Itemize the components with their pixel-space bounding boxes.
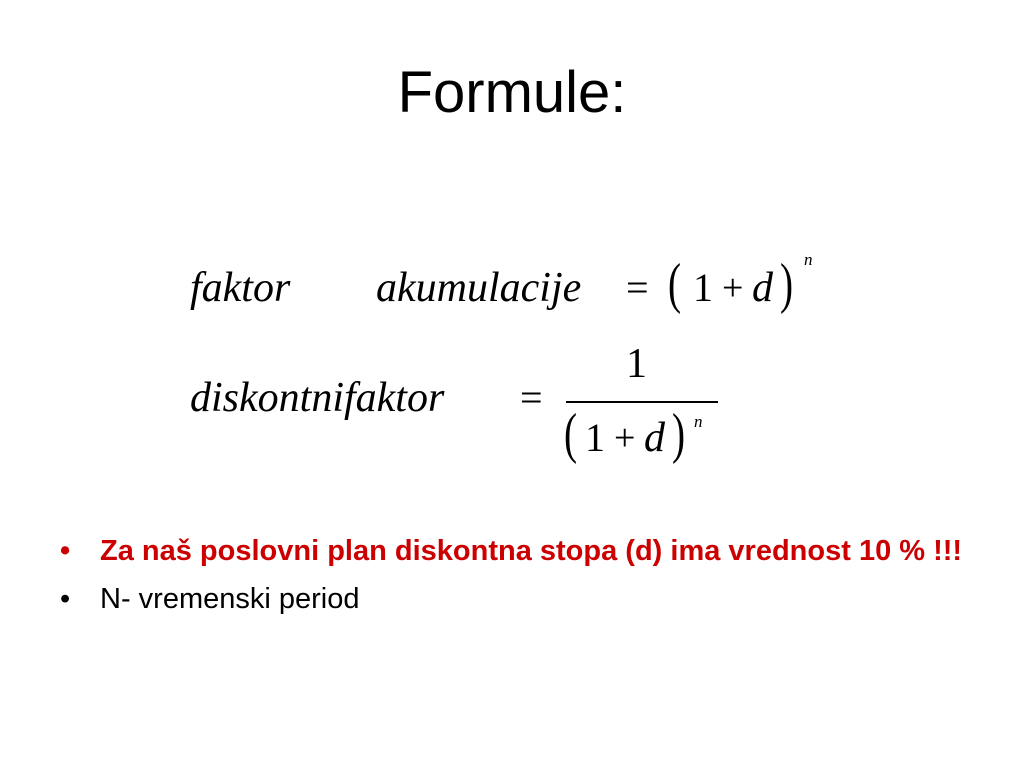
formula-word-faktor: faktor — [190, 265, 291, 311]
plus-sign: + — [614, 417, 636, 459]
fraction-bar — [566, 401, 718, 403]
formula-word-akumulacije: akumulacije — [376, 265, 582, 311]
bullet-item-time-period — [60, 581, 980, 617]
equals-sign: = — [520, 375, 543, 420]
bullet-marker: • — [60, 535, 71, 567]
bullet-marker: • — [60, 583, 71, 615]
close-parenthesis: ) — [672, 403, 686, 465]
exponent-n: n — [804, 250, 813, 269]
bullet-text: Za naš poslovni plan diskontna stopa (d) ima vrednost 10 % !!! — [100, 535, 963, 567]
bullet-list — [60, 533, 980, 629]
close-parenthesis: ) — [780, 253, 794, 315]
bullet-item-discount-rate — [60, 533, 980, 569]
discount-rate-symbol: d — [752, 265, 773, 311]
fraction-numerator: 1 — [626, 341, 647, 387]
open-parenthesis: ( — [668, 253, 682, 315]
formula-word-diskontnifaktor: diskontnifaktor — [190, 375, 445, 421]
discount-rate-symbol: d — [644, 415, 665, 461]
open-parenthesis: ( — [564, 403, 578, 465]
equals-sign: = — [626, 265, 649, 310]
slide-title: Formule: — [397, 60, 627, 125]
bullet-text: N- vremenski period — [100, 583, 360, 615]
formula-one: 1 — [585, 415, 605, 460]
exponent-n: n — [694, 412, 703, 431]
formula-one: 1 — [693, 265, 713, 310]
plus-sign: + — [722, 267, 744, 309]
